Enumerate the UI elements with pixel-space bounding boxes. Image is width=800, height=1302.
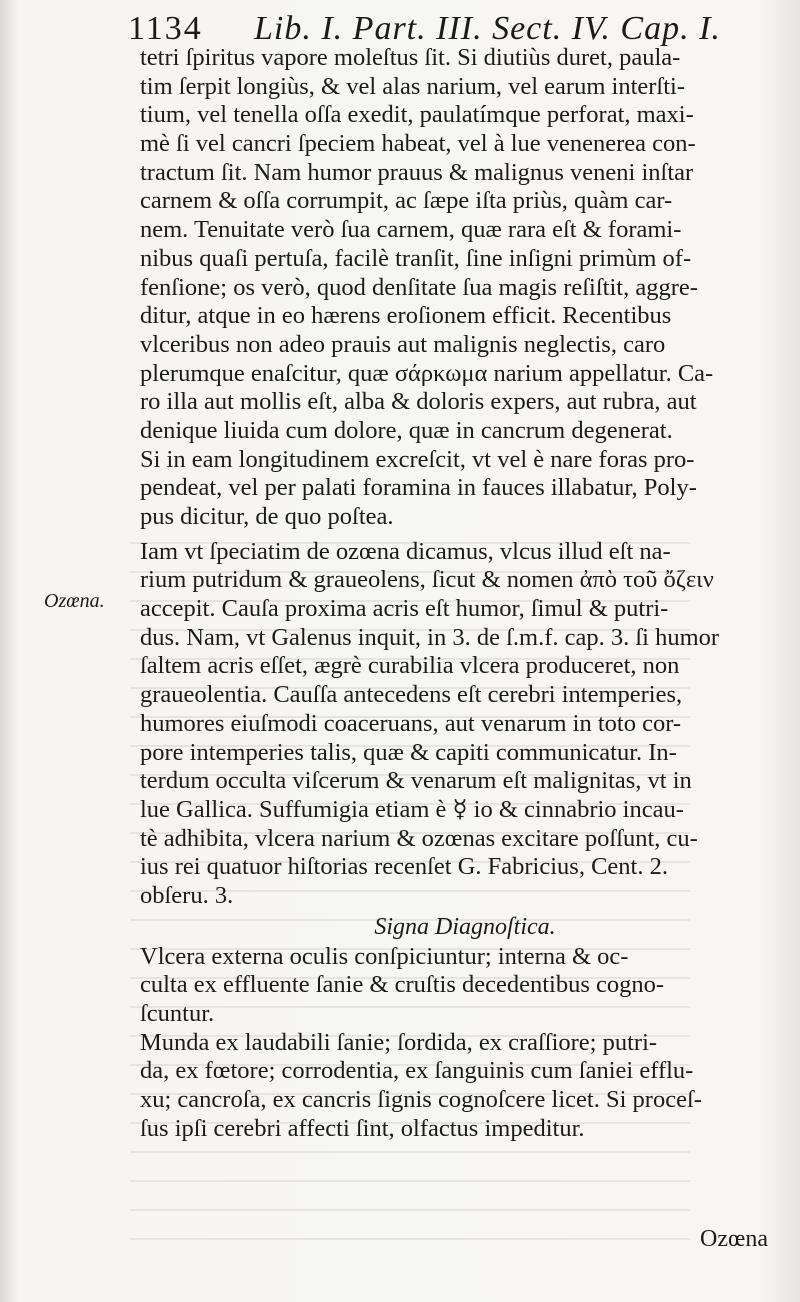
text-line: da, ex fœtore; corrodentia, ex ſanguinis cum ſaniei efflu- <box>140 1057 694 1085</box>
text-line: Munda ex laudabili ſanie; ſordida, ex craſſiore; putri- <box>140 1028 658 1056</box>
text-line: pore intemperies talis, quæ & capiti communicatur. In- <box>140 738 677 766</box>
text-line: tè adhibita, vlcera narium & ozœnas excitare poſſunt, cu- <box>140 824 698 852</box>
text-line: ſcuntur. <box>140 1000 215 1027</box>
catchword: Ozœna <box>700 1226 768 1252</box>
text-line: plerumque enaſcitur, quæ σάρκωμα narium appellatur. Ca- <box>140 359 714 387</box>
page-number: 1134 <box>128 10 203 47</box>
text-line: ditur, atque in eo hærens eroſionem efficit. Recentibus <box>140 302 672 330</box>
paragraph-2 <box>140 538 790 911</box>
text-line: tractum ſit. Nam humor prauus & malignus veneni inſtar <box>140 158 694 186</box>
text-line: graueolentia. Cauſſa antecedens eſt cerebri intemperies, <box>140 681 683 709</box>
text-line: culta ex effluente ſanie & cruſtis decedentibus cogno- <box>140 971 665 999</box>
text-line: terdum occulta viſcerum & venarum eſt malignitas, vt in <box>140 767 692 795</box>
margin-note: Ozœna. <box>44 590 105 612</box>
text-line: ius rei quatuor hiſtorias recenſet G. Fabricius, Cent. 2. <box>140 853 668 881</box>
text-line: tium, vel tenella oſſa exedit, paulatímque perforat, maxi- <box>140 101 694 129</box>
text-line: obſeru. 3. <box>140 881 234 909</box>
text-line: ro illa aut mollis eſt, alba & doloris expers, aut rubra, aut <box>140 388 697 416</box>
paragraph-3 <box>140 943 790 1144</box>
paragraph-1 <box>140 44 790 532</box>
text-line: ſaltem acris eſſet, ægrè curabilia vlcera produceret, non <box>140 652 680 680</box>
text-line: tetri ſpiritus vapore moleſtus ſit. Si diutiùs duret, paula- <box>140 44 681 71</box>
section-heading: Signa Diagnoſtica. <box>374 913 556 940</box>
text-line: tim ſerpit longiùs, & vel alas narium, vel earum interſti- <box>140 72 685 100</box>
text-line: carnem & oſſa corrumpit, ac ſæpe iſta priùs, quàm car- <box>140 187 673 215</box>
text-line: dus. Nam, vt Galenus inquit, in 3. de ſ.m.f. cap. 3. ſi humor <box>140 623 720 651</box>
text-line: Iam vt ſpeciatim de ozœna dicamus, vlcus illud eſt na- <box>140 537 671 565</box>
text-line: denique liuida cum dolore, quæ in cancrum degenerat. <box>140 416 673 444</box>
text-line: rium putridum & graueolens, ſicut & nomen ἀπὸ τοῦ ὄζειν <box>140 566 714 594</box>
body-text <box>140 44 790 1143</box>
text-line: xu; cancroſa, ex cancris ſignis cognoſcere licet. Si proceſ- <box>140 1086 702 1114</box>
text-line: mè ſi vel cancri ſpeciem habeat, vel à lue venenerea con- <box>140 130 696 158</box>
text-line: nem. Tenuitate verò ſua carnem, quæ rara eſt & forami- <box>140 216 682 244</box>
text-line: accepit. Cauſa proxima acris eſt humor, ſimul & putri- <box>140 595 669 623</box>
text-line: ſus ipſi cerebri affecti ſint, olfactus impeditur. <box>140 1114 585 1142</box>
text-line: fenſione; os verò, quod denſitate ſua magis reſiſtit, aggre- <box>140 273 698 301</box>
text-line: Si in eam longitudinem excreſcit, vt vel è nare foras pro- <box>140 445 695 473</box>
text-line: humores eiuſmodi coaceruans, aut venarum in toto cor- <box>140 709 682 737</box>
text-line: vlceribus non adeo prauis aut malignis neglectis, caro <box>140 330 666 358</box>
text-line: nibus quaſi pertuſa, facilè tranſit, ſine inſigni primùm of- <box>140 244 692 272</box>
text-line: Vlcera externa oculis conſpiciuntur; interna & oc- <box>140 942 629 970</box>
text-line: pendeat, vel per palati foramina in fauces illabatur, Poly- <box>140 474 697 502</box>
text-line: pus dicitur, de quo poſtea. <box>140 503 394 530</box>
running-title: Lib. I. Part. III. Sect. IV. Cap. I. <box>254 10 721 47</box>
text-line: lue Gallica. Suffumigia etiam è ☿ io & cinnabrio incau- <box>140 795 684 823</box>
